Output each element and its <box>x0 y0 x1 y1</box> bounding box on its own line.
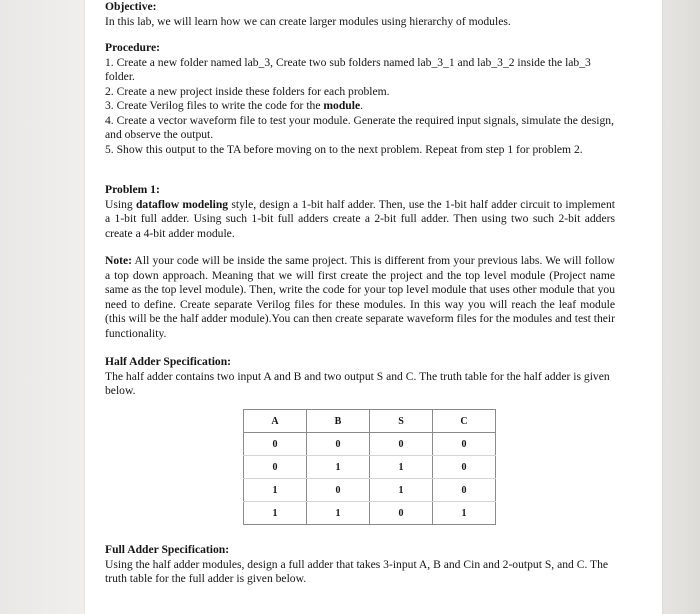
table-cell: 0 <box>370 433 433 456</box>
header-a: A <box>244 410 307 433</box>
half-adder-section <box>105 355 615 399</box>
document-page <box>85 0 662 614</box>
procedure-step-4: 4. Create a vector waveform file to test your module. Generate the required input signals, simulate the design, and observe the output. <box>105 113 614 141</box>
full-adder-section <box>105 543 615 587</box>
half-adder-heading: Half Adder Specification: <box>105 355 232 368</box>
objective-heading: Objective: <box>105 0 157 13</box>
background-left <box>0 0 85 614</box>
table-cell: 0 <box>307 433 370 456</box>
table-cell: 0 <box>433 456 496 479</box>
table-cell: 1 <box>244 479 307 502</box>
truth-table-header-row <box>244 410 496 433</box>
note-section <box>105 254 615 341</box>
table-cell: 1 <box>244 502 307 525</box>
table-row <box>244 479 496 502</box>
half-adder-truth-table <box>243 409 496 525</box>
note-body: All your code will be inside the same project. This is different from your previous labs. We will follow a top down approach. Meaning that we will first create the project and the top level module (Project name same as the top level module). Then, write the code for your top level module that uses other module that you need to define. Create separate Verilog files for these modules. In this way you will reach the leaf module (this will be the half adder module).You can then create separate waveform files for the modules and test their functionality. <box>105 254 615 340</box>
table-cell: 1 <box>370 456 433 479</box>
table-row <box>244 502 496 525</box>
objective-section <box>105 0 615 29</box>
table-cell: 1 <box>433 502 496 525</box>
procedure-step-3 <box>105 99 615 114</box>
table-row <box>244 433 496 456</box>
procedure-section <box>105 41 615 157</box>
half-adder-text: The half adder contains two input A and B and two output S and C. The truth table for the half adder is given below. <box>105 369 610 397</box>
problem1-text-post: style, design a 1-bit half adder. Then, use the 1-bit half adder circuit to implement a 1-bit full adder. Using such 1-bit full adders create a 2-bit full adder. Then using two such 2-bit adders create a 4-bit adder module. <box>105 197 615 240</box>
problem1-text-bold: dataflow modeling <box>135 197 229 211</box>
procedure-step-1: 1. Create a new folder named lab_3, Create two sub folders named lab_3_1 and lab_3_2 inside the lab_3 folder. <box>105 55 591 83</box>
table-row <box>244 456 496 479</box>
note-text <box>105 254 615 341</box>
procedure-step-5: 5. Show this output to the TA before moving on to the next problem. Repeat from step 1 for problem 2. <box>105 142 583 156</box>
table-cell: 1 <box>307 502 370 525</box>
table-cell: 0 <box>244 456 307 479</box>
procedure-step-3-bold: module <box>323 99 361 112</box>
header-c: C <box>433 410 496 433</box>
problem1-section <box>105 183 615 241</box>
procedure-step-3-text: 3. Create Verilog files to write the code for the <box>105 99 324 112</box>
problem1-heading: Problem 1: <box>105 183 160 196</box>
header-s: S <box>370 410 433 433</box>
note-label: Note: <box>105 254 133 267</box>
full-adder-text: Using the half adder modules, design a full adder that takes 3-input A, B and Cin and 2-output S, and C. The truth table for the full adder is given below. <box>105 557 609 585</box>
procedure-step-2: 2. Create a new project inside these folders for each problem. <box>105 84 390 98</box>
table-cell: 0 <box>370 502 433 525</box>
table-cell: 0 <box>433 433 496 456</box>
problem1-text-pre: Using <box>105 197 136 211</box>
problem1-text <box>105 198 615 242</box>
full-adder-heading: Full Adder Specification: <box>105 543 230 556</box>
table-cell: 1 <box>307 456 370 479</box>
background-right <box>662 0 700 614</box>
procedure-step-3-end: . <box>360 99 364 112</box>
objective-text: In this lab, we will learn how we can create larger modules using hierarchy of modules. <box>105 14 511 28</box>
table-cell: 0 <box>433 479 496 502</box>
table-cell: 0 <box>244 433 307 456</box>
table-cell: 0 <box>307 479 370 502</box>
header-b: B <box>307 410 370 433</box>
procedure-heading: Procedure: <box>105 41 160 54</box>
table-cell: 1 <box>370 479 433 502</box>
